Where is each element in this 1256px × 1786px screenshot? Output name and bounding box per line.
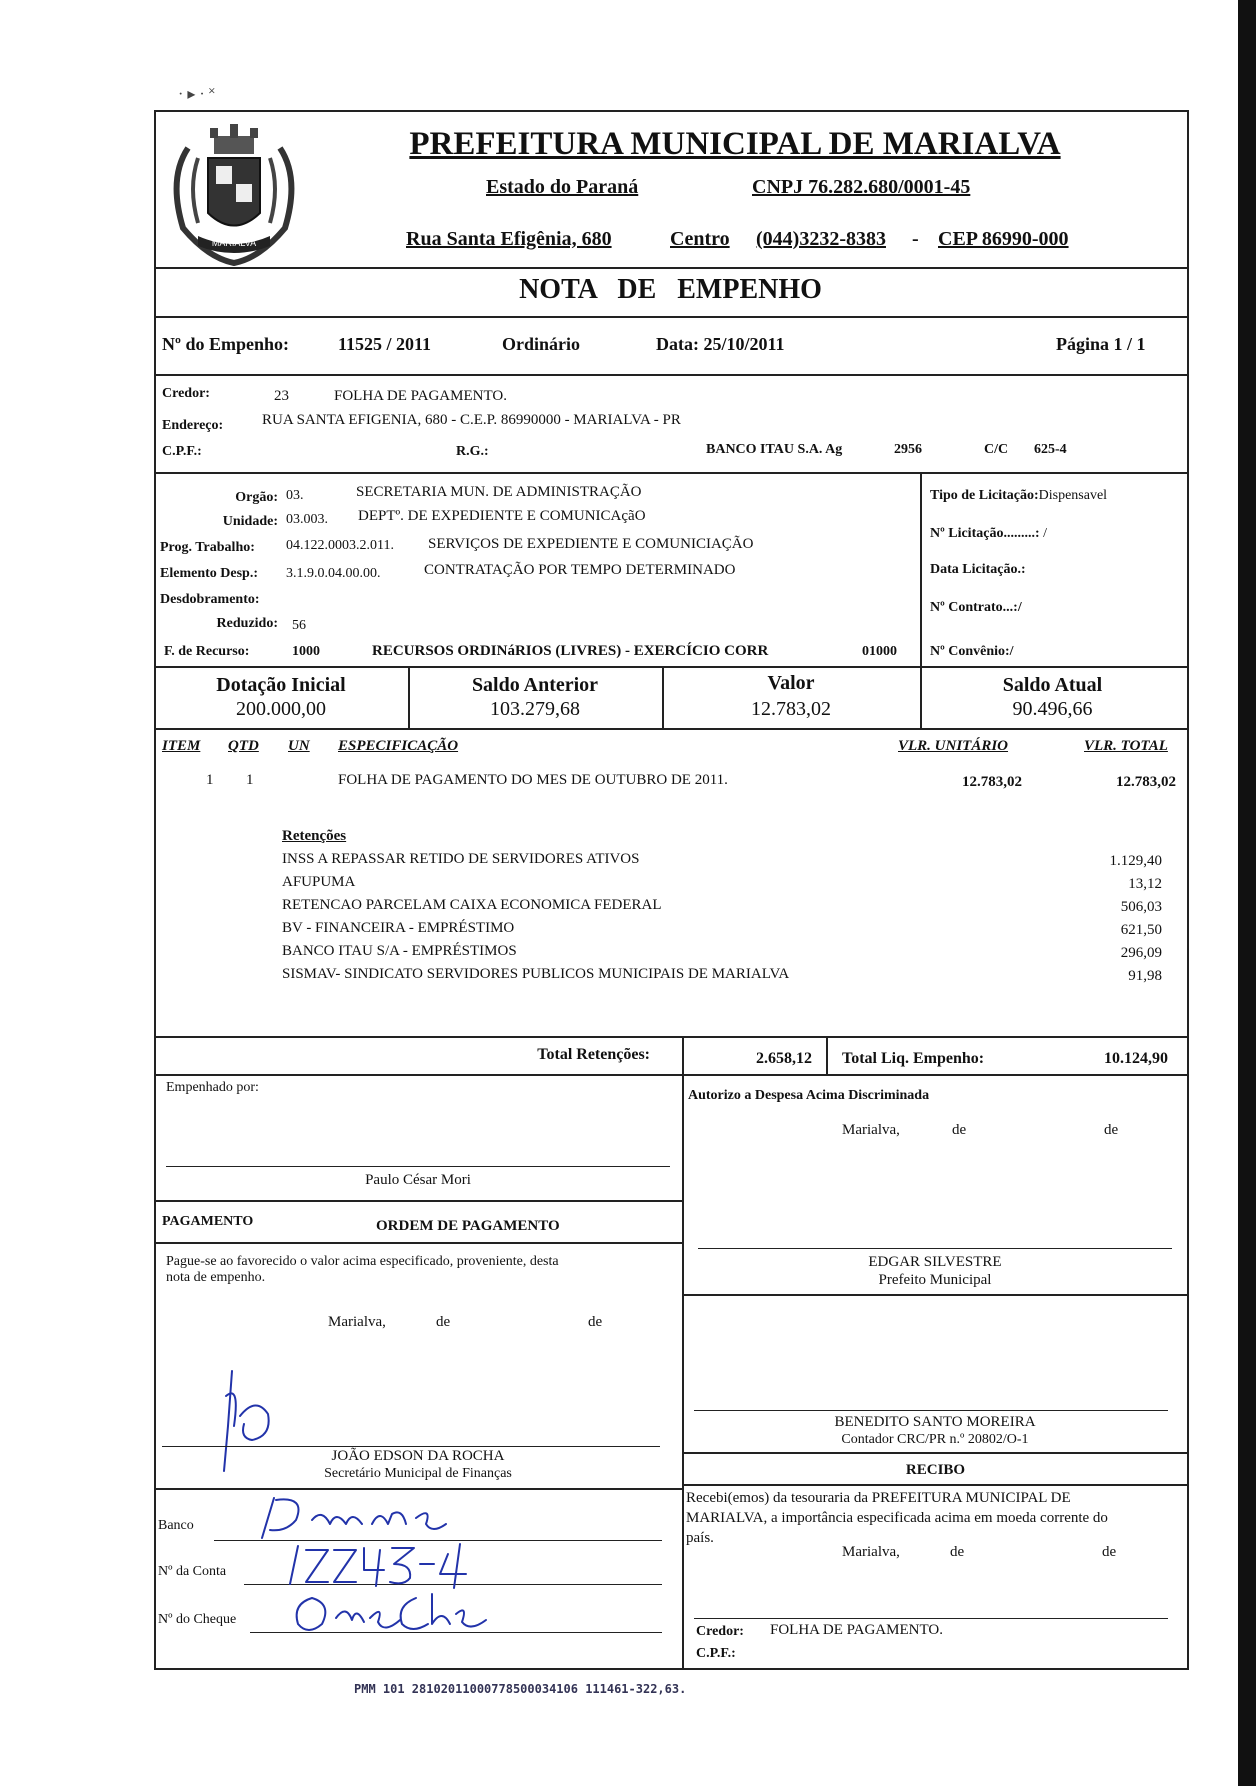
state-label: Estado do Paraná: [486, 176, 639, 198]
prog-code: 04.122.0003.2.011.: [286, 538, 394, 553]
col-vlr-total: VLR. TOTAL: [1084, 738, 1168, 754]
data-licitacao: Data Licitação.:: [930, 562, 1026, 577]
page-title: PREFEITURA MUNICIPAL DE MARIALVA: [409, 126, 1061, 162]
recibo-text-2: MARIALVA, a importância especificada acima em moeda corrente do: [686, 1510, 1108, 1526]
valor-label: Valor: [767, 672, 815, 694]
coat-of-arms-icon: [158, 118, 310, 268]
col-item: ITEM: [162, 738, 201, 754]
retencao-value: 1.129,40: [1109, 853, 1162, 869]
credor-footer-label: Credor:: [696, 1624, 744, 1639]
prefeito-role: Prefeito Municipal: [878, 1272, 992, 1288]
recibo-text-1: Recebi(emos) da tesouraria da PREFEITURA MUNICIPAL DE: [686, 1490, 1071, 1506]
protocol-stamp: PMM 101 28102011000778500034106 111461-322,63.: [354, 1682, 687, 1696]
orgao-code: 03.: [286, 488, 304, 503]
pague-text-1: Pague-se ao favorecido o valor acima especificado, proveniente, desta: [166, 1254, 559, 1269]
phone-label: (044)3232-8383: [756, 228, 886, 250]
city-date: Marialva,: [842, 1544, 900, 1560]
bank-agency: 2956: [894, 442, 922, 457]
recurso-number: 01000: [862, 644, 897, 659]
retencao-value: 296,09: [1120, 945, 1162, 961]
col-vlr-unitario: VLR. UNITÁRIO: [898, 738, 1009, 754]
credor-footer-name: FOLHA DE PAGAMENTO.: [770, 1622, 943, 1638]
numero-licitacao: Nº Licitação.........: /: [930, 526, 1047, 541]
date-de: de: [436, 1314, 451, 1330]
retencao-desc: AFUPUMA: [282, 874, 356, 890]
scan-border: [1238, 0, 1256, 1786]
item-description: FOLHA DE PAGAMENTO DO MES DE OUTUBRO DE 2011.: [338, 772, 728, 788]
item-qty: 1: [246, 772, 254, 788]
secretario-name: JOÃO EDSON DA ROCHA: [331, 1448, 505, 1464]
orgao-name: SECRETARIA MUN. DE ADMINISTRAÇÃO: [356, 484, 642, 500]
pague-text-2: nota de empenho.: [166, 1270, 266, 1285]
retencao-desc: BV - FINANCEIRA - EMPRÉSTIMO: [282, 920, 515, 936]
scan-mark: · ▸ · ˟: [178, 86, 215, 103]
desdobramento-label: Desdobramento:: [160, 592, 260, 607]
elemento-label: Elemento Desp.:: [160, 566, 258, 581]
total-retencoes-value: 2.658,12: [756, 1050, 812, 1067]
saldo-atual-label: Saldo Atual: [1002, 674, 1103, 696]
cheque-label: Nº do Cheque: [158, 1612, 237, 1627]
date-de: de: [1104, 1122, 1119, 1138]
recibo-title: RECIBO: [905, 1462, 966, 1478]
empenho-number: 11525 / 2011: [338, 334, 432, 354]
dotacao-inicial-label: Dotação Inicial: [216, 674, 346, 696]
city-date: Marialva,: [328, 1314, 386, 1330]
banco-label: Banco: [158, 1518, 194, 1533]
rg-label: R.G.:: [456, 444, 489, 459]
reduzido-value: 56: [292, 618, 306, 633]
recurso-name: RECURSOS ORDINáRIOS (LIVRES) - EXERCÍCIO CORR: [372, 643, 769, 659]
cpf-footer-label: C.P.F.:: [696, 1646, 736, 1661]
endereco-label: Endereço:: [162, 418, 224, 433]
elemento-name: CONTRATAÇÃO POR TEMPO DETERMINADO: [424, 562, 736, 578]
prog-label: Prog. Trabalho:: [160, 540, 255, 555]
total-liquido-value: 10.124,90: [1104, 1050, 1168, 1067]
prefeito-name: EDGAR SILVESTRE: [868, 1254, 1002, 1270]
empenho-type: Ordinário: [502, 334, 581, 354]
valor-value: 12.783,02: [751, 698, 831, 720]
credor-name: FOLHA DE PAGAMENTO.: [334, 388, 507, 404]
signer-paulo: Paulo César Mori: [365, 1172, 471, 1188]
contador-role: Contador CRC/PR n.º 20802/O-1: [841, 1432, 1029, 1447]
retencao-value: 91,98: [1128, 968, 1162, 984]
district-label: Centro: [670, 228, 730, 250]
numero-contrato: Nº Contrato...:/: [930, 600, 1022, 615]
separator-dash: -: [912, 228, 919, 250]
retencao-desc: RETENCAO PARCELAM CAIXA ECONOMICA FEDERAL: [282, 897, 662, 913]
credor-label: Credor:: [162, 386, 210, 401]
orgao-label: Orgão:: [235, 490, 278, 505]
recibo-text-3: país.: [686, 1530, 714, 1546]
cc-number: 625-4: [1034, 442, 1067, 457]
retencao-desc: BANCO ITAU S/A - EMPRÉSTIMOS: [282, 943, 517, 959]
empenhado-por-label: Empenhado por:: [166, 1080, 259, 1095]
col-especificacao: ESPECIFICAÇÃO: [338, 738, 459, 754]
document-title: NOTA DE EMPENHO: [519, 274, 822, 305]
saldo-anterior-label: Saldo Anterior: [471, 674, 599, 696]
saldo-anterior-value: 103.279,68: [490, 698, 580, 720]
cnpj-label: CNPJ 76.282.680/0001-45: [752, 176, 971, 198]
date-de: de: [588, 1314, 603, 1330]
cep-label: CEP 86990-000: [938, 228, 1069, 250]
retencao-desc: INSS A REPASSAR RETIDO DE SERVIDORES ATIVOS: [282, 851, 640, 867]
conta-label: Nº da Conta: [158, 1564, 227, 1579]
contador-name: BENEDITO SANTO MOREIRA: [834, 1414, 1036, 1430]
prog-name: SERVIÇOS DE EXPEDIENTE E COMUNICIAÇÃO: [428, 536, 754, 552]
total-liquido-label: Total Liq. Empenho:: [842, 1050, 985, 1067]
col-un: UN: [288, 738, 310, 754]
retencao-desc: SISMAV- SINDICATO SERVIDORES PUBLICOS MUNICIPAIS DE MARIALVA: [282, 966, 790, 982]
page-number: Página 1 / 1: [1056, 334, 1146, 354]
reduzido-label: Reduzido:: [216, 616, 278, 631]
handwritten-cheque: [292, 1584, 502, 1638]
seal-text: MARIALVA: [211, 238, 257, 248]
retencao-value: 13,12: [1128, 876, 1162, 892]
secretario-role: Secretário Municipal de Finanças: [324, 1466, 512, 1481]
item-number: 1: [206, 772, 214, 788]
date-de: de: [952, 1122, 967, 1138]
retencoes-title: Retenções: [282, 828, 347, 844]
date-de: de: [950, 1544, 965, 1560]
unidade-name: DEPTº. DE EXPEDIENTE E COMUNICAçãO: [358, 508, 646, 524]
dotacao-inicial-value: 200.000,00: [236, 698, 326, 720]
elemento-code: 3.1.9.0.04.00.00.: [286, 566, 381, 581]
saldo-atual-value: 90.496,66: [1012, 698, 1093, 720]
total-retencoes-label: Total Retenções:: [537, 1046, 650, 1063]
unidade-code: 03.003.: [286, 512, 328, 527]
unidade-label: Unidade:: [222, 514, 278, 529]
item-total-value: 12.783,02: [1116, 774, 1176, 790]
empenho-number-label: Nº do Empenho:: [162, 334, 289, 354]
retencao-value: 621,50: [1120, 922, 1162, 938]
cc-label: C/C: [984, 442, 1009, 457]
tipo-licitacao: Tipo de Licitação:Dispensavel: [930, 488, 1108, 503]
pagamento-label: PAGAMENTO: [162, 1214, 254, 1229]
ordem-pagamento-label: ORDEM DE PAGAMENTO: [376, 1218, 560, 1234]
retencao-value: 506,03: [1120, 899, 1162, 915]
recurso-label: F. de Recurso:: [164, 644, 250, 659]
credor-code: 23: [274, 388, 289, 404]
handwritten-conta: [288, 1534, 488, 1590]
date-de: de: [1102, 1544, 1117, 1560]
numero-convenio: Nº Convênio:/: [930, 644, 1014, 659]
bank-name: BANCO ITAU S.A. Ag: [706, 442, 843, 457]
recurso-code: 1000: [292, 644, 320, 659]
autorizo-label: Autorizo a Despesa Acima Discriminada: [688, 1088, 930, 1103]
city-date: Marialva,: [842, 1122, 900, 1138]
empenho-date: Data: 25/10/2011: [656, 334, 785, 354]
cpf-label: C.P.F.:: [162, 444, 202, 459]
col-qtd: QTD: [228, 738, 259, 754]
credor-address: RUA SANTA EFIGENIA, 680 - C.E.P. 86990000 - MARIALVA - PR: [262, 412, 681, 428]
address-label: Rua Santa Efigênia, 680: [406, 228, 612, 250]
item-unit-value: 12.783,02: [962, 774, 1022, 790]
